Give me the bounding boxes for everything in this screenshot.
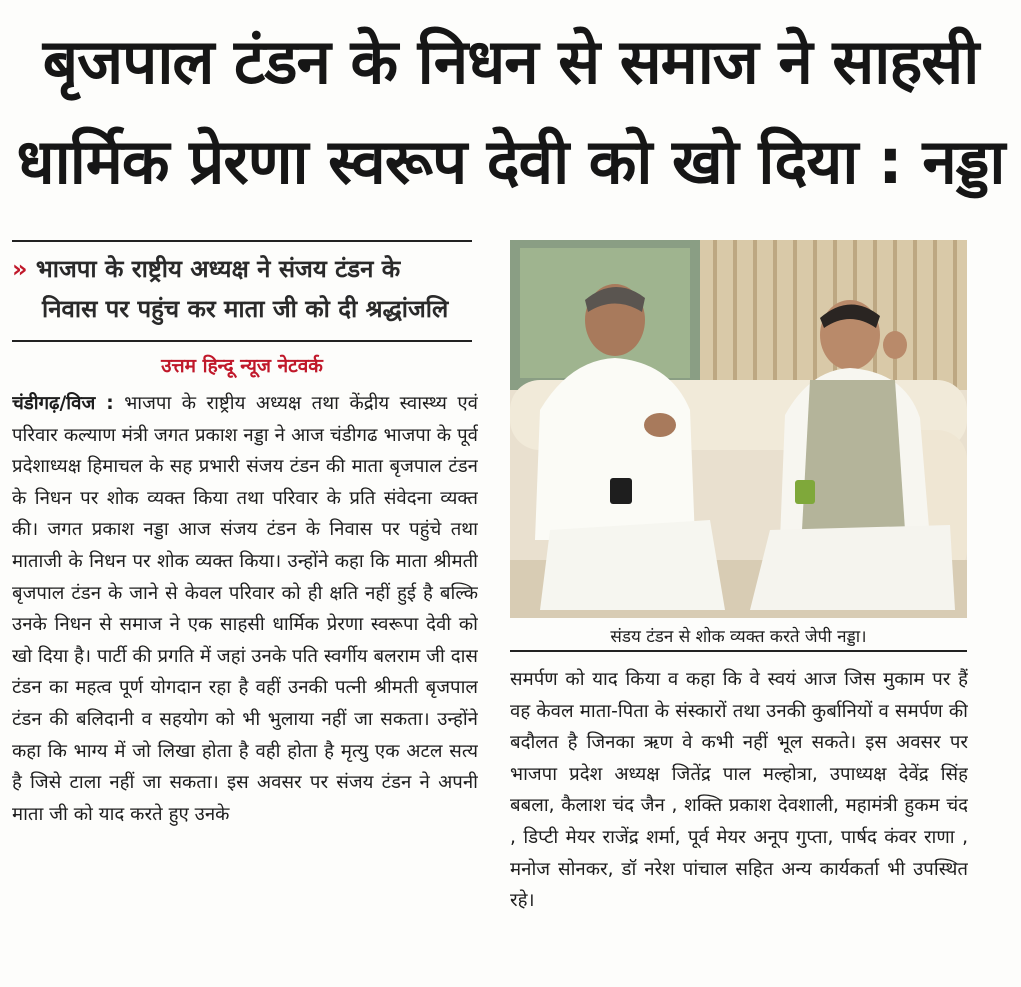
article-text-left: भाजपा के राष्ट्रीय अध्यक्ष तथा केंद्रीय स्वास्थ्य एवं परिवार कल्याण मंत्री जगत प्रकाश नड्डा ने आज चंडीगढ भाजपा के पूर्व प्रदेशाध्यक्ष हिमाचल के सह प्रभारी संजय टंडन की माता बृजपाल टंडन के निधन पर शोक व्यक्त किया तथा परिवार के प्रति संवेदना व्यक्त की। जगत प्रकाश नड्डा आज संजय टंडन के निवास पर पहुंचे तथा माताजी के निधन पर शोक व्यक्त किया। उन्होंने कहा कि माता श्रीमती बृजपाल टंडन के जाने से केवल परिवार को ही क्षति नहीं हुई है बल्कि उनके निधन से समाज ने एक साहसी धार्मिक प्रेरणा स्वरूपा देवी को खो दिया है। पार्टी की प्रगति में जहां उनके पति स्वर्गीय बलराम जी दास टंडन का महत्व पूर्ण योगदान रहा है वहीं उनकी पत्नी श्रीमती बृजपाल टंडन की बलिदानी व सहयोग को भी भुलाया नहीं जा सकता। उन्होंने कहा कि भाग्य में जो लिखा होता है वही होता है मृत्यु एक अटल सत्य है जिसे टाला नहीं जा सकता। इस अवसर पर संजय टंडन ने अपनी माता जी को याद करते हुए उनके (12, 393, 478, 825)
article-column-right: समर्पण को याद किया व कहा कि वे स्वयं आज जिस मुकाम पर हैं वह केवल माता-पिता के संस्कारों तथा उनकी कुर्बानियों व समर्पण की बदौलत है जिनका ऋण वे कभी नहीं भूल सकते। इस अवसर पर भाजपा प्रदेश अध्यक्ष जितेंद्र पाल मल्होत्रा, उपाध्यक्ष देवेंद्र सिंह बबला, कैलाश चंद जैन , शक्ति प्रकाश देवशाली, महामंत्री हुकम चंद , डिप्टी मेयर राजेंद्र शर्मा, पूर्व मेयर अनूप गुप्ता, पार्षद कंवर राणा , मनोज सोनकर, डॉ नरेश पांचाल सहित अन्य कार्यकर्ता भी उपस्थित रहे। (510, 669, 968, 912)
subhead-text-1: भाजपा के राष्ट्रीय अध्यक्ष ने संजय टंडन के (35, 255, 401, 283)
caption-rule (510, 650, 967, 652)
news-photo-illustration (510, 240, 967, 618)
subhead-line-2 (12, 290, 472, 328)
news-photo (510, 240, 967, 618)
subhead-bottom-rule (12, 340, 472, 342)
article-column-left (12, 388, 478, 976)
photo-caption: संडय टंडन से शोक व्यक्त करते जेपी नड्डा। (610, 627, 867, 647)
headline-line-1: बृजपाल टंडन के निधन से समाज ने साहसी (42, 25, 979, 98)
byline: उत्तम हिन्दू न्यूज नेटवर्क (161, 355, 323, 377)
headline-line-2: धार्मिक प्रेरणा स्वरूप देवी को खो दिया : नड्डा (16, 125, 1005, 198)
subhead-top-rule (12, 240, 472, 242)
subhead-text-2: निवास पर पहुंच कर माता जी को दी श्रद्धांजलि (42, 295, 449, 323)
dateline: चंडीगढ़/विज : (12, 393, 114, 414)
chevron-bullet-icon: » (12, 255, 28, 283)
subhead-line-1 (12, 250, 472, 288)
